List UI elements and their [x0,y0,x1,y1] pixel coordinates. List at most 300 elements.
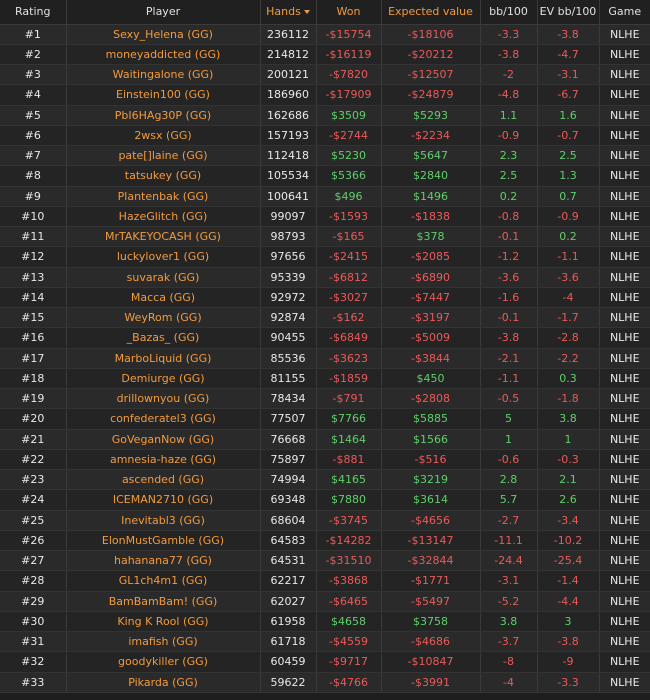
hands-cell: 90455 [260,328,316,348]
game-cell: NLHE [599,166,650,186]
table-row[interactable] [0,85,650,105]
expected-value-cell: -$4686 [381,632,480,652]
hands-cell: 62217 [260,571,316,591]
rating-cell: #4 [0,85,66,105]
ev-bb100-cell: -0.9 [537,206,599,226]
won-cell: -$17909 [316,85,381,105]
game-cell: NLHE [599,247,650,267]
table-row[interactable] [0,125,650,145]
rating-cell: #23 [0,470,66,490]
table-row[interactable] [0,530,650,550]
table-row[interactable] [0,551,650,571]
game-cell: NLHE [599,449,650,469]
column-header-rating[interactable] [0,0,66,24]
bb100-cell: -4 [480,672,537,692]
ev-bb100-cell: -0.3 [537,449,599,469]
player-link[interactable]: Demiurge (GG) [66,368,260,388]
expected-value-cell: -$20212 [381,44,480,64]
won-cell: $3509 [316,105,381,125]
hands-cell: 68604 [260,510,316,530]
column-header-label: Hands [266,5,301,19]
table-row[interactable] [0,328,650,348]
hands-cell: 200121 [260,65,316,85]
player-link[interactable]: MrTAKEYOCASH (GG) [66,227,260,247]
ev-bb100-cell: -3.4 [537,510,599,530]
ev-bb100-cell: -2.2 [537,348,599,368]
expected-value-cell: -$24879 [381,85,480,105]
hands-cell: 97656 [260,247,316,267]
ev-bb100-cell: -10.2 [537,530,599,550]
hands-cell: 162686 [260,105,316,125]
won-cell: -$3027 [316,287,381,307]
table-row[interactable] [0,591,650,611]
hands-cell: 64583 [260,530,316,550]
ev-bb100-cell: -1.7 [537,308,599,328]
game-cell: NLHE [599,429,650,449]
header-row [0,0,650,24]
table-row[interactable] [0,449,650,469]
table-row[interactable] [0,571,650,591]
rating-cell: #1 [0,24,66,44]
won-cell: -$3868 [316,571,381,591]
expected-value-cell: $3614 [381,490,480,510]
game-cell: NLHE [599,24,650,44]
bb100-cell: 2.5 [480,166,537,186]
expected-value-cell: -$4656 [381,510,480,530]
table-row[interactable] [0,227,650,247]
rating-cell: #5 [0,105,66,125]
ev-bb100-cell: 3 [537,611,599,631]
won-cell: $496 [316,186,381,206]
player-link[interactable]: MarboLiquid (GG) [66,348,260,368]
hands-cell: 92972 [260,287,316,307]
won-cell: -$162 [316,308,381,328]
table-row[interactable] [0,24,650,44]
table-row[interactable] [0,348,650,368]
bb100-cell: -0.5 [480,389,537,409]
rating-cell: #30 [0,611,66,631]
rating-cell: #14 [0,287,66,307]
ev-bb100-cell: -0.7 [537,125,599,145]
table-row[interactable] [0,490,650,510]
rating-cell: #22 [0,449,66,469]
bb100-cell: 5.7 [480,490,537,510]
bb100-cell: -0.1 [480,227,537,247]
expected-value-cell: $3219 [381,470,480,490]
hands-cell: 186960 [260,85,316,105]
won-cell: -$31510 [316,551,381,571]
expected-value-cell: $450 [381,368,480,388]
table-row[interactable] [0,166,650,186]
column-header-label: Won [336,5,361,19]
bb100-cell: 0.2 [480,186,537,206]
won-cell: -$881 [316,449,381,469]
expected-value-cell: -$7447 [381,287,480,307]
table-row[interactable] [0,146,650,166]
column-header-expected-value[interactable] [381,0,480,24]
table-row[interactable] [0,510,650,530]
won-cell: $7880 [316,490,381,510]
column-header-label: EV bb/100 [539,5,597,19]
bb100-cell: -3.6 [480,267,537,287]
table-row[interactable] [0,611,650,631]
hands-cell: 105534 [260,166,316,186]
hands-cell: 64531 [260,551,316,571]
ev-bb100-cell: -4.4 [537,591,599,611]
rating-cell: #3 [0,65,66,85]
column-header-player[interactable] [66,0,260,24]
expected-value-cell: $1566 [381,429,480,449]
game-cell: NLHE [599,490,650,510]
game-cell: NLHE [599,409,650,429]
hands-cell: 214812 [260,44,316,64]
rating-cell: #6 [0,125,66,145]
expected-value-cell: $5647 [381,146,480,166]
player-link[interactable]: hahanana77 (GG) [66,551,260,571]
player-link[interactable]: goodykiller (GG) [66,652,260,672]
bb100-cell: -3.8 [480,44,537,64]
player-link[interactable]: drillownyou (GG) [66,389,260,409]
rating-cell: #10 [0,206,66,226]
player-link[interactable]: Einstein100 (GG) [66,85,260,105]
player-link[interactable]: pate[]laine (GG) [66,146,260,166]
table-row[interactable] [0,409,650,429]
ev-bb100-cell: 0.7 [537,186,599,206]
won-cell: -$3623 [316,348,381,368]
expected-value-cell: -$3197 [381,308,480,328]
won-cell: $4658 [316,611,381,631]
rating-cell: #17 [0,348,66,368]
table-row[interactable] [0,65,650,85]
won-cell: -$15754 [316,24,381,44]
hands-cell: 77507 [260,409,316,429]
column-header-bb100[interactable] [480,0,537,24]
game-cell: NLHE [599,368,650,388]
ev-bb100-cell: 1.6 [537,105,599,125]
bb100-cell: 5 [480,409,537,429]
expected-value-cell: -$5497 [381,591,480,611]
player-link[interactable]: Macca (GG) [66,287,260,307]
rating-cell: #19 [0,389,66,409]
ev-bb100-cell: -1.8 [537,389,599,409]
game-cell: NLHE [599,125,650,145]
game-cell: NLHE [599,65,650,85]
bb100-cell: -0.1 [480,308,537,328]
expected-value-cell: $5293 [381,105,480,125]
hands-cell: 81155 [260,368,316,388]
game-cell: NLHE [599,672,650,692]
ev-bb100-cell: -25.4 [537,551,599,571]
game-cell: NLHE [599,632,650,652]
bb100-cell: -3.7 [480,632,537,652]
won-cell: -$165 [316,227,381,247]
player-link[interactable]: Sexy_Helena (GG) [66,24,260,44]
table-row[interactable] [0,632,650,652]
expected-value-cell: -$12507 [381,65,480,85]
player-link[interactable]: tatsukey (GG) [66,166,260,186]
table-row[interactable] [0,267,650,287]
ev-bb100-cell: -3.8 [537,632,599,652]
won-cell: -$4559 [316,632,381,652]
expected-value-cell: -$32844 [381,551,480,571]
won-cell: -$3745 [316,510,381,530]
player-link[interactable]: GL1ch4m1 (GG) [66,571,260,591]
table-row[interactable] [0,105,650,125]
won-cell: -$14282 [316,530,381,550]
rating-cell: #2 [0,44,66,64]
column-header-label: bb/100 [489,5,528,19]
player-link[interactable]: ascended (GG) [66,470,260,490]
ev-bb100-cell: 0.3 [537,368,599,388]
player-link[interactable]: confederatel3 (GG) [66,409,260,429]
ev-bb100-cell: -9 [537,652,599,672]
bb100-cell: -1.6 [480,287,537,307]
game-cell: NLHE [599,206,650,226]
game-cell: NLHE [599,85,650,105]
rating-cell: #25 [0,510,66,530]
column-header-ev-bb100[interactable] [537,0,599,24]
game-cell: NLHE [599,530,650,550]
hands-cell: 61718 [260,632,316,652]
rating-cell: #16 [0,328,66,348]
table-row[interactable] [0,308,650,328]
game-cell: NLHE [599,348,650,368]
bb100-cell: -1.2 [480,247,537,267]
won-cell: $7766 [316,409,381,429]
player-link[interactable]: BamBamBam! (GG) [66,591,260,611]
won-cell: -$6465 [316,591,381,611]
game-cell: NLHE [599,652,650,672]
ev-bb100-cell: -3.1 [537,65,599,85]
hands-cell: 99097 [260,206,316,226]
expected-value-cell: -$10847 [381,652,480,672]
player-link[interactable]: luckylover1 (GG) [66,247,260,267]
expected-value-cell: -$6890 [381,267,480,287]
table-row[interactable] [0,429,650,449]
expected-value-cell: -$18106 [381,24,480,44]
bb100-cell: -24.4 [480,551,537,571]
hands-cell: 60459 [260,652,316,672]
ev-bb100-cell: 0.2 [537,227,599,247]
column-header-label: Game [608,5,642,19]
hands-cell: 61958 [260,611,316,631]
rating-cell: #21 [0,429,66,449]
player-link[interactable]: Waitingalone (GG) [66,65,260,85]
hands-cell: 74994 [260,470,316,490]
hands-cell: 69348 [260,490,316,510]
expected-value-cell: -$2234 [381,125,480,145]
expected-value-cell: $3758 [381,611,480,631]
game-cell: NLHE [599,287,650,307]
table-row[interactable] [0,672,650,692]
column-header-label: Player [145,5,181,19]
won-cell: -$16119 [316,44,381,64]
game-cell: NLHE [599,591,650,611]
ev-bb100-cell: 2.6 [537,490,599,510]
won-cell: $5366 [316,166,381,186]
won-cell: -$2744 [316,125,381,145]
table-row[interactable] [0,368,650,388]
rating-cell: #33 [0,672,66,692]
column-header-game[interactable] [599,0,650,24]
won-cell: -$7820 [316,65,381,85]
table-row[interactable] [0,186,650,206]
rating-cell: #18 [0,368,66,388]
table-body [0,24,650,692]
column-header-hands[interactable] [260,0,316,24]
table-row[interactable] [0,247,650,267]
game-cell: NLHE [599,389,650,409]
hands-cell: 98793 [260,227,316,247]
won-cell: -$9717 [316,652,381,672]
bb100-cell: 2.3 [480,146,537,166]
table-row[interactable] [0,206,650,226]
player-link[interactable]: _Bazas_ (GG) [66,328,260,348]
ev-bb100-cell: -3.8 [537,24,599,44]
hands-cell: 85536 [260,348,316,368]
expected-value-cell: -$5009 [381,328,480,348]
column-header-won[interactable] [316,0,381,24]
sort-descending-icon [304,10,310,14]
expected-value-cell: -$13147 [381,530,480,550]
bb100-cell: -0.8 [480,206,537,226]
ev-bb100-cell: -6.7 [537,85,599,105]
column-header-label: Rating [15,5,51,19]
bb100-cell: -0.9 [480,125,537,145]
won-cell: -$1859 [316,368,381,388]
bb100-cell: -11.1 [480,530,537,550]
expected-value-cell: $378 [381,227,480,247]
won-cell: -$6849 [316,328,381,348]
expected-value-cell: -$3844 [381,348,480,368]
bb100-cell: 1 [480,429,537,449]
rating-cell: #28 [0,571,66,591]
expected-value-cell: -$2808 [381,389,480,409]
table-row[interactable] [0,652,650,672]
player-link[interactable]: amnesia-haze (GG) [66,449,260,469]
hands-cell: 112418 [260,146,316,166]
game-cell: NLHE [599,186,650,206]
hands-cell: 75897 [260,449,316,469]
expected-value-cell: -$516 [381,449,480,469]
table-row[interactable] [0,389,650,409]
game-cell: NLHE [599,510,650,530]
rating-cell: #29 [0,591,66,611]
expected-value-cell: -$1771 [381,571,480,591]
table-row[interactable] [0,44,650,64]
rating-cell: #31 [0,632,66,652]
rating-cell: #12 [0,247,66,267]
player-link[interactable]: WeyRom (GG) [66,308,260,328]
ev-bb100-cell: -1.1 [537,247,599,267]
won-cell: -$6812 [316,267,381,287]
game-cell: NLHE [599,551,650,571]
player-link[interactable]: Plantenbak (GG) [66,186,260,206]
rating-cell: #32 [0,652,66,672]
ev-bb100-cell: -4.7 [537,44,599,64]
hands-cell: 78434 [260,389,316,409]
expected-value-cell: -$2085 [381,247,480,267]
player-link[interactable]: imafish (GG) [66,632,260,652]
won-cell: -$2415 [316,247,381,267]
game-cell: NLHE [599,44,650,64]
bb100-cell: -1.1 [480,368,537,388]
game-cell: NLHE [599,227,650,247]
rating-cell: #7 [0,146,66,166]
rating-cell: #8 [0,166,66,186]
ev-bb100-cell: -3.3 [537,672,599,692]
expected-value-cell: $1496 [381,186,480,206]
game-cell: NLHE [599,328,650,348]
player-link[interactable]: HazeGlitch (GG) [66,206,260,226]
bb100-cell: 2.8 [480,470,537,490]
game-cell: NLHE [599,470,650,490]
bb100-cell: -2.7 [480,510,537,530]
ev-bb100-cell: 3.8 [537,409,599,429]
rating-cell: #11 [0,227,66,247]
player-link[interactable]: ICEMAN2710 (GG) [66,490,260,510]
hands-cell: 95339 [260,267,316,287]
bb100-cell: -0.6 [480,449,537,469]
bb100-cell: -5.2 [480,591,537,611]
player-link[interactable]: ElonMustGamble (GG) [66,530,260,550]
rating-cell: #9 [0,186,66,206]
table-row[interactable] [0,470,650,490]
won-cell: $5230 [316,146,381,166]
won-cell: $1464 [316,429,381,449]
expected-value-cell: $5885 [381,409,480,429]
table-row[interactable] [0,287,650,307]
won-cell: -$1593 [316,206,381,226]
game-cell: NLHE [599,267,650,287]
won-cell: -$791 [316,389,381,409]
game-cell: NLHE [599,611,650,631]
bb100-cell: 3.8 [480,611,537,631]
hands-cell: 76668 [260,429,316,449]
expected-value-cell: -$3991 [381,672,480,692]
game-cell: NLHE [599,146,650,166]
player-link[interactable]: moneyaddicted (GG) [66,44,260,64]
hands-cell: 92874 [260,308,316,328]
won-cell: $4165 [316,470,381,490]
player-link[interactable]: suvarak (GG) [66,267,260,287]
player-link[interactable]: Inevitabl3 (GG) [66,510,260,530]
rating-cell: #15 [0,308,66,328]
expected-value-cell: -$1838 [381,206,480,226]
game-cell: NLHE [599,571,650,591]
hands-cell: 236112 [260,24,316,44]
hands-cell: 62027 [260,591,316,611]
ev-bb100-cell: -3.6 [537,267,599,287]
bb100-cell: -4.8 [480,85,537,105]
bb100-cell: -2.1 [480,348,537,368]
bb100-cell: -3.1 [480,571,537,591]
rating-cell: #13 [0,267,66,287]
hands-cell: 157193 [260,125,316,145]
player-link[interactable]: 2wsx (GG) [66,125,260,145]
won-cell: -$4766 [316,672,381,692]
player-link[interactable]: PbI6HAg30P (GG) [66,105,260,125]
player-link[interactable]: Pikarda (GG) [66,672,260,692]
player-link[interactable]: King K Rool (GG) [66,611,260,631]
rating-cell: #27 [0,551,66,571]
player-link[interactable]: GoVeganNow (GG) [66,429,260,449]
expected-value-cell: $2840 [381,166,480,186]
ev-bb100-cell: 1 [537,429,599,449]
hands-cell: 100641 [260,186,316,206]
ev-bb100-cell: 2.1 [537,470,599,490]
rating-cell: #24 [0,490,66,510]
